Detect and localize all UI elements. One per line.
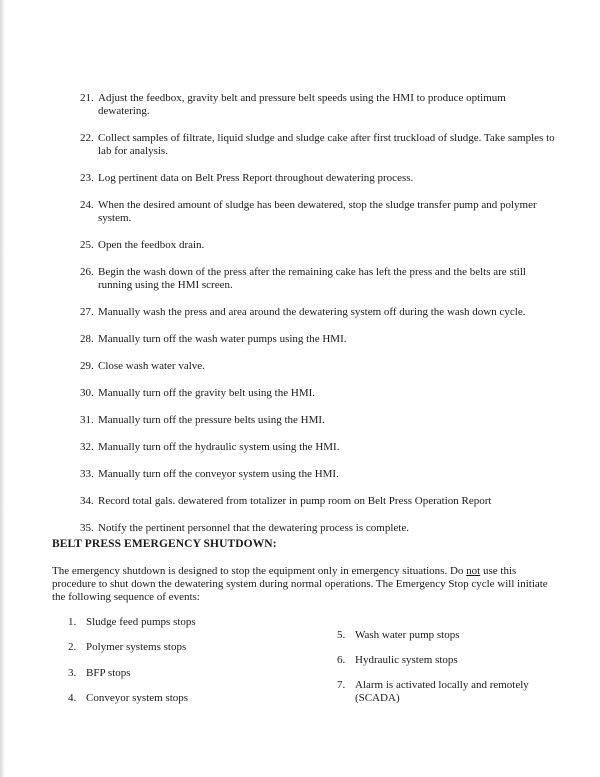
step-item: [80, 239, 558, 252]
sequence-number: 2.: [68, 641, 77, 653]
step-text: When the desired amount of sludge has been dewatered, stop the sludge transfer pump and polymer system.: [98, 199, 537, 224]
step-item: [80, 495, 558, 508]
step-number: 30.: [80, 387, 94, 399]
sequence-item: [68, 641, 298, 654]
procedure-steps: [80, 92, 558, 535]
sequence-text: Sludge feed pumps stops: [86, 616, 196, 628]
step-number: 32.: [80, 441, 94, 453]
sequence-text: Conveyor system stops: [86, 692, 189, 704]
step-number: 33.: [80, 468, 94, 480]
step-number: 23.: [80, 172, 94, 184]
step-text: Log pertinent data on Belt Press Report throughout dewatering process.: [98, 172, 414, 184]
sequence-item: [68, 692, 298, 705]
step-text: Close wash water valve.: [98, 360, 205, 372]
step-number: 25.: [80, 239, 94, 251]
step-number: 24.: [80, 199, 94, 211]
step-item: [80, 199, 558, 225]
step-text: Manually turn off the wash water pumps using the HMI.: [98, 333, 347, 345]
step-text: Manually turn off the conveyor system using the HMI.: [98, 468, 339, 480]
paragraph-emphasis: not: [466, 565, 481, 577]
sequence-text: Wash water pump stops: [355, 629, 460, 641]
sequence-item: [337, 679, 552, 705]
sequence-text: Polymer systems stops: [86, 641, 187, 653]
paragraph-text-start: The emergency shutdown is designed to stop the equipment only in emergency situations. Do: [52, 565, 467, 577]
sequence-item: [68, 667, 298, 680]
step-text: Notify the pertinent personnel that the dewatering process is complete.: [98, 522, 409, 534]
step-item: [80, 522, 558, 535]
step-item: [80, 172, 558, 185]
step-number: 35.: [80, 522, 94, 534]
paragraph-text-end: use this procedure to shut down the dewatering system during normal operations. The Emergency Stop cycle will initiate the following sequence of events:: [52, 565, 548, 603]
step-text: Manually turn off the pressure belts using the HMI.: [98, 414, 325, 426]
emergency-paragraph: [52, 565, 552, 604]
scan-edge: [0, 0, 5, 777]
step-item: [80, 266, 558, 292]
step-number: 34.: [80, 495, 94, 507]
step-text: Manually turn off the hydraulic system using the HMI.: [98, 441, 340, 453]
step-number: 21.: [80, 92, 94, 104]
step-number: 28.: [80, 333, 94, 345]
sequence-number: 6.: [337, 654, 346, 666]
sequence-number: 5.: [337, 629, 346, 641]
step-text: Open the feedbox drain.: [98, 239, 205, 251]
step-text: Collect samples of filtrate, liquid sludge and sludge cake after first truckload of sludge. Take samples to lab for analysis.: [98, 132, 555, 157]
sequence-text: Alarm is activated locally and remotely (SCADA): [355, 679, 529, 704]
sequence-text: BFP stops: [86, 667, 131, 679]
step-text: Adjust the feedbox, gravity belt and pressure belt speeds using the HMI to produce optimum dewatering.: [98, 92, 506, 117]
step-number: 29.: [80, 360, 94, 372]
sequence-number: 7.: [337, 679, 346, 691]
step-number: 31.: [80, 414, 94, 426]
step-text: Begin the wash down of the press after the remaining cake has left the press and the belts are still running using the HMI screen.: [98, 266, 526, 291]
step-text: Record total gals. dewatered from totalizer in pump room on Belt Press Operation Report: [98, 495, 492, 507]
step-item: [80, 132, 558, 158]
step-number: 26.: [80, 266, 94, 278]
step-number: 22.: [80, 132, 94, 144]
sequence-item: [337, 654, 557, 667]
step-item: [80, 360, 558, 373]
sequence-text: Hydraulic system stops: [355, 654, 458, 666]
step-item: [80, 414, 558, 427]
step-item: [80, 441, 558, 454]
section-heading: BELT PRESS EMERGENCY SHUTDOWN:: [52, 538, 277, 550]
sequence-item: [337, 629, 557, 642]
step-item: [80, 92, 558, 118]
step-text: Manually wash the press and area around the dewatering system off during the wash down cycle.: [98, 306, 526, 318]
sequence-item: [68, 616, 298, 629]
step-text: Manually turn off the gravity belt using the HMI.: [98, 387, 316, 399]
step-item: [80, 306, 558, 319]
sequence-number: 4.: [68, 692, 77, 704]
step-item: [80, 387, 558, 400]
step-item: [80, 333, 558, 346]
step-item: [80, 468, 558, 481]
sequence-number: 3.: [68, 667, 77, 679]
step-number: 27.: [80, 306, 94, 318]
sequence-number: 1.: [68, 616, 77, 628]
